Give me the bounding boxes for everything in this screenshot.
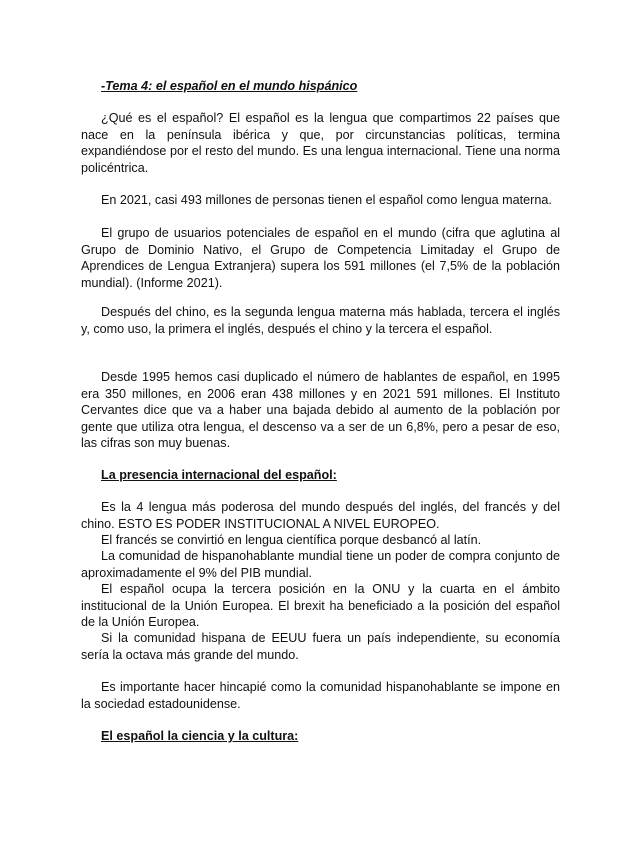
paragraph-que-es: ¿Qué es el español? El español es la lengua que compartimos 22 países que nace en la península ibérica y que, por circunstancias políticas, termina expandiéndose por el resto del mundo. Es una lengua internacional. Tiene una norma policéntrica. <box>81 111 560 175</box>
section-heading-presencia: La presencia internacional del español: <box>101 468 337 482</box>
paragraph-eeuu: Si la comunidad hispana de EEUU fuera un país independiente, su economía sería la octava más grande del mundo. <box>81 631 560 662</box>
paragraph-lengua-materna: En 2021, casi 493 millones de personas tienen el español como lengua materna. <box>101 193 552 207</box>
paragraph-segunda-lengua: Después del chino, es la segunda lengua materna más hablada, tercera el inglés y, como uso, la primera el inglés, después el chino y la tercera el español. <box>81 305 560 336</box>
section-heading-ciencia-cultura: El español la ciencia y la cultura: <box>101 729 299 743</box>
document-title: -Tema 4: el español en el mundo hispánico <box>101 79 358 93</box>
paragraph-usuarios-potenciales: El grupo de usuarios potenciales de español en el mundo (cifra que aglutina al Grupo de Dominio Nativo, el Grupo de Competencia Limitaday el Grupo de Aprendices de Lengua Extranjera) supera los 591 millones (el 7,5% de la población mundial). (Informe 2021). <box>81 226 560 290</box>
paragraph-hincapie: Es importante hacer hincapié como la comunidad hispanohablante se impone en la sociedad estadounidense. <box>81 680 560 711</box>
paragraph-desde-1995: Desde 1995 hemos casi duplicado el número de hablantes de español, en 1995 era 350 millones, en 2006 eran 438 millones y en 2021 591 millones. El Instituto Cervantes dice que va a haber una bajada debido al aumento de la población por gente que utiliza otra lengua, el descenso va a ser de un 6,8%, pero a pesar de eso, las cifras son muy buenas. <box>81 370 560 450</box>
paragraph-poder-compra: La comunidad de hispanohablante mundial tiene un poder de compra conjunto de aproximadamente el 9% del PIB mundial. <box>81 549 560 580</box>
paragraph-onu: El español ocupa la tercera posición en la ONU y la cuarta en el ámbito institucional de la Unión Europea. El brexit ha beneficiado a la posición del español de la Unión Europea. <box>81 582 560 629</box>
paragraph-cuarta-lengua: Es la 4 lengua más poderosa del mundo después del inglés, del francés y del chino. ESTO ES PODER INSTITUCIONAL A NIVEL EUROPEO. <box>81 500 560 531</box>
paragraph-frances: El francés se convirtió en lengua científica porque desbancó al latín. <box>101 533 482 547</box>
